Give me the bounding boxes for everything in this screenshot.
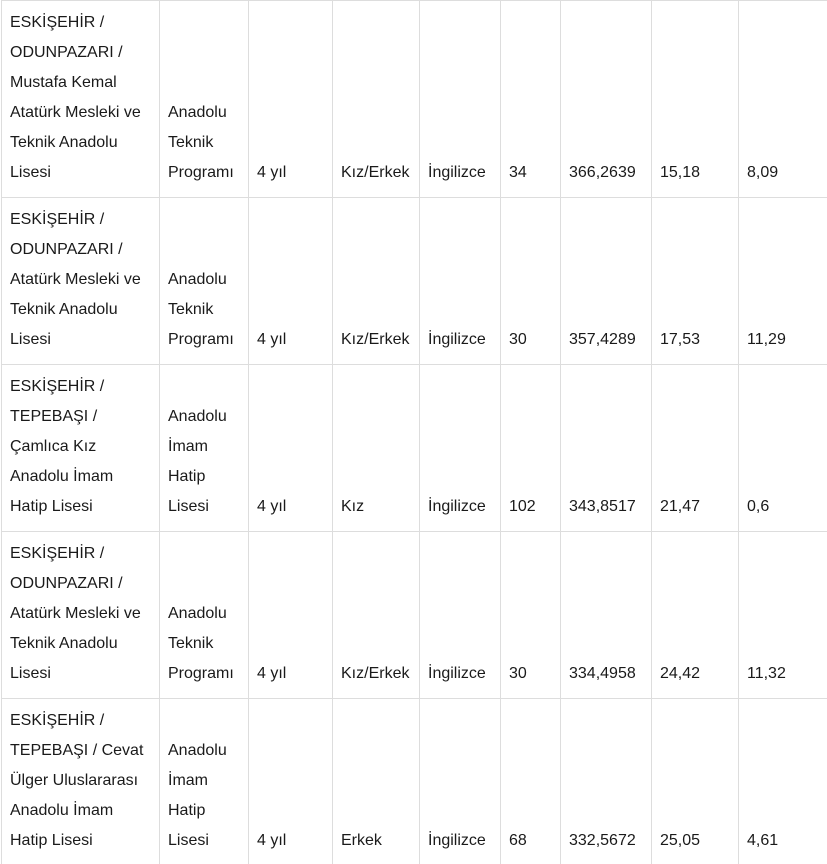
language-cell <box>420 532 501 699</box>
percentile-cell <box>652 365 739 532</box>
last-col-value: 0,6 <box>747 498 770 515</box>
last-col-cell <box>739 198 827 365</box>
gender: Kız/Erkek <box>341 665 410 682</box>
quota-cell <box>501 532 561 699</box>
school-cell <box>2 1 160 198</box>
percentile-cell <box>652 1 739 198</box>
quota: 68 <box>509 832 527 849</box>
table-row <box>2 198 827 365</box>
duration: 4 yıl <box>257 832 287 849</box>
table-row <box>2 532 827 699</box>
gender: Kız/Erkek <box>341 331 410 348</box>
score-cell <box>561 699 652 864</box>
gender-cell <box>333 532 420 699</box>
last-col-value: 8,09 <box>747 164 779 181</box>
table-row <box>2 699 827 864</box>
language: İngilizce <box>428 164 486 181</box>
score-cell <box>561 532 652 699</box>
gender-cell <box>333 1 420 198</box>
last-col-value: 11,32 <box>747 665 786 682</box>
table-row <box>2 365 827 532</box>
percentile: 24,42 <box>660 665 701 682</box>
program-cell <box>160 699 249 864</box>
last-col-cell <box>739 532 827 699</box>
program-cell <box>160 365 249 532</box>
gender: Kız/Erkek <box>341 164 410 181</box>
school-name: ESKİŞEHİR / TEPEBAŞI / Çamlıca Kız Anadolu İmam Hatip Lisesi <box>10 378 114 515</box>
school-cell <box>2 532 160 699</box>
percentile: 25,05 <box>660 832 701 849</box>
score: 334,4958 <box>569 665 636 682</box>
gender-cell <box>333 198 420 365</box>
quota-cell <box>501 1 561 198</box>
last-col-cell <box>739 365 827 532</box>
language: İngilizce <box>428 832 486 849</box>
program-type: Anadolu Teknik Programı <box>168 104 234 181</box>
program-type: Anadolu İmam Hatip Lisesi <box>168 742 227 849</box>
school-name: ESKİŞEHİR / TEPEBAŞI / Cevat Ülger Uluslararası Anadolu İmam Hatip Lisesi <box>10 712 144 849</box>
score-cell <box>561 1 652 198</box>
duration-cell <box>249 699 333 864</box>
duration: 4 yıl <box>257 164 287 181</box>
score: 357,4289 <box>569 331 636 348</box>
percentile-cell <box>652 532 739 699</box>
language: İngilizce <box>428 498 486 515</box>
duration-cell <box>249 365 333 532</box>
duration: 4 yıl <box>257 498 287 515</box>
program-type: Anadolu Teknik Programı <box>168 605 234 682</box>
school-name: ESKİŞEHİR / ODUNPAZARI / Atatürk Mesleki ve Teknik Anadolu Lisesi <box>10 211 141 348</box>
school-cell <box>2 699 160 864</box>
percentile: 15,18 <box>660 164 701 181</box>
last-col-value: 11,29 <box>747 331 786 348</box>
language-cell <box>420 198 501 365</box>
language: İngilizce <box>428 331 486 348</box>
school-cell <box>2 198 160 365</box>
program-cell <box>160 198 249 365</box>
score-cell <box>561 198 652 365</box>
score-cell <box>561 365 652 532</box>
school-cell <box>2 365 160 532</box>
gender-cell <box>333 699 420 864</box>
duration: 4 yıl <box>257 331 287 348</box>
last-col-cell <box>739 699 827 864</box>
percentile-cell <box>652 198 739 365</box>
score: 366,2639 <box>569 164 636 181</box>
program-type: Anadolu Teknik Programı <box>168 271 234 348</box>
percentile-cell <box>652 699 739 864</box>
quota: 102 <box>509 498 536 515</box>
quota: 30 <box>509 331 527 348</box>
duration-cell <box>249 198 333 365</box>
score: 332,5672 <box>569 832 636 849</box>
language-cell <box>420 365 501 532</box>
school-name: ESKİŞEHİR / ODUNPAZARI / Mustafa Kemal Atatürk Mesleki ve Teknik Anadolu Lisesi <box>10 14 141 181</box>
language: İngilizce <box>428 665 486 682</box>
language-cell <box>420 1 501 198</box>
quota-cell <box>501 198 561 365</box>
duration-cell <box>249 1 333 198</box>
table-row <box>2 1 827 198</box>
quota: 34 <box>509 164 527 181</box>
last-col-value: 4,61 <box>747 832 779 849</box>
duration-cell <box>249 532 333 699</box>
quota: 30 <box>509 665 527 682</box>
quota-cell <box>501 699 561 864</box>
school-name: ESKİŞEHİR / ODUNPAZARI / Atatürk Mesleki ve Teknik Anadolu Lisesi <box>10 545 141 682</box>
last-col-cell <box>739 1 827 198</box>
program-type: Anadolu İmam Hatip Lisesi <box>168 408 227 515</box>
gender: Erkek <box>341 832 382 849</box>
school-table <box>1 0 827 864</box>
duration: 4 yıl <box>257 665 287 682</box>
score: 343,8517 <box>569 498 636 515</box>
gender-cell <box>333 365 420 532</box>
gender: Kız <box>341 498 365 515</box>
percentile: 17,53 <box>660 331 701 348</box>
quota-cell <box>501 365 561 532</box>
program-cell <box>160 532 249 699</box>
language-cell <box>420 699 501 864</box>
percentile: 21,47 <box>660 498 701 515</box>
program-cell <box>160 1 249 198</box>
